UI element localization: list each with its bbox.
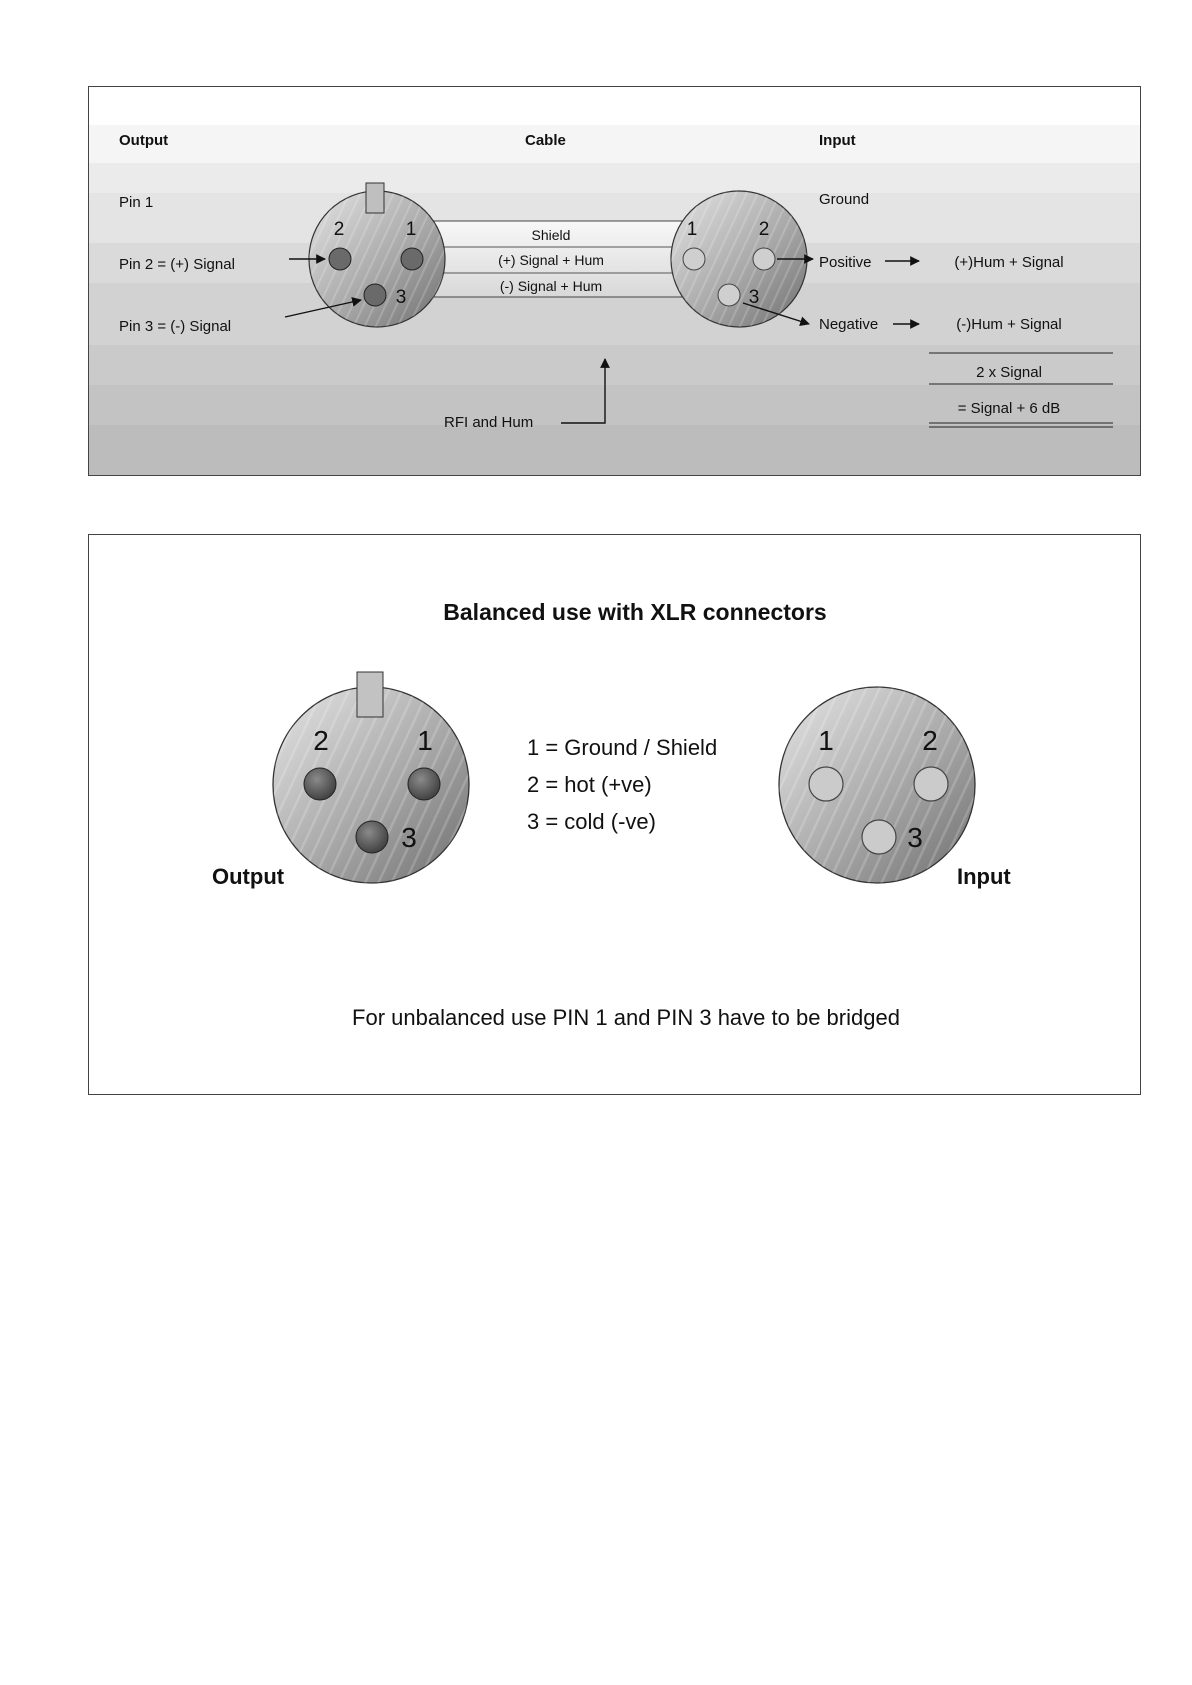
output-pin2-number: 2 — [333, 219, 345, 240]
legend-pin3: 3 = cold (-ve) — [527, 809, 656, 834]
xlr-input-pin1-number: 1 — [818, 725, 834, 756]
input-ground-label: Ground — [819, 191, 870, 208]
header-input: Input — [819, 132, 856, 149]
input-pin1-number: 1 — [686, 219, 698, 240]
cable-shield-label: Shield — [531, 227, 571, 243]
rfi-hum-label: RFI and Hum — [444, 414, 534, 431]
input-pin2-number: 2 — [758, 219, 770, 240]
xlr-title: Balanced use with XLR connectors — [443, 599, 827, 625]
signal-flow-svg — [89, 87, 1141, 476]
header-output: Output — [119, 132, 169, 149]
label-pin1: Pin 1 — [119, 194, 154, 211]
result-sum: 2 x Signal — [976, 364, 1042, 381]
xlr-output-pin2-number: 2 — [313, 725, 329, 756]
input-pin3-number: 3 — [748, 287, 760, 308]
signal-flow-panel — [88, 86, 1141, 476]
output-pin1-number: 1 — [405, 219, 417, 240]
result-positive: (+)Hum + Signal — [954, 254, 1064, 271]
xlr-input-pin2-number: 2 — [922, 725, 938, 756]
header-cable: Cable — [525, 132, 566, 149]
unbalanced-note: For unbalanced use PIN 1 and PIN 3 have to be bridged — [352, 1005, 900, 1030]
output-pin3-number: 3 — [395, 287, 407, 308]
xlr-balanced-panel — [88, 534, 1141, 1095]
input-negative-label: Negative — [819, 316, 879, 333]
cable-positive-label: (+) Signal + Hum — [498, 252, 604, 268]
xlr-balanced-svg — [89, 535, 1141, 1095]
xlr-input-label: Input — [957, 864, 1011, 889]
result-total: = Signal + 6 dB — [957, 400, 1061, 417]
legend-pin2: 2 = hot (+ve) — [527, 772, 652, 797]
label-pin2: Pin 2 = (+) Signal — [119, 256, 235, 273]
xlr-output-pin3-number: 3 — [401, 822, 417, 853]
cable-negative-label: (-) Signal + Hum — [499, 278, 603, 294]
xlr-input-pin3-number: 3 — [907, 822, 923, 853]
xlr-output-pin1-number: 1 — [417, 725, 433, 756]
label-pin3: Pin 3 = (-) Signal — [119, 318, 232, 335]
legend-pin1: 1 = Ground / Shield — [527, 735, 718, 760]
xlr-input-connector — [779, 687, 975, 883]
result-negative: (-)Hum + Signal — [956, 316, 1062, 333]
xlr-output-connector — [273, 672, 469, 883]
xlr-output-label: Output — [212, 864, 285, 889]
input-positive-label: Positive — [819, 254, 872, 271]
